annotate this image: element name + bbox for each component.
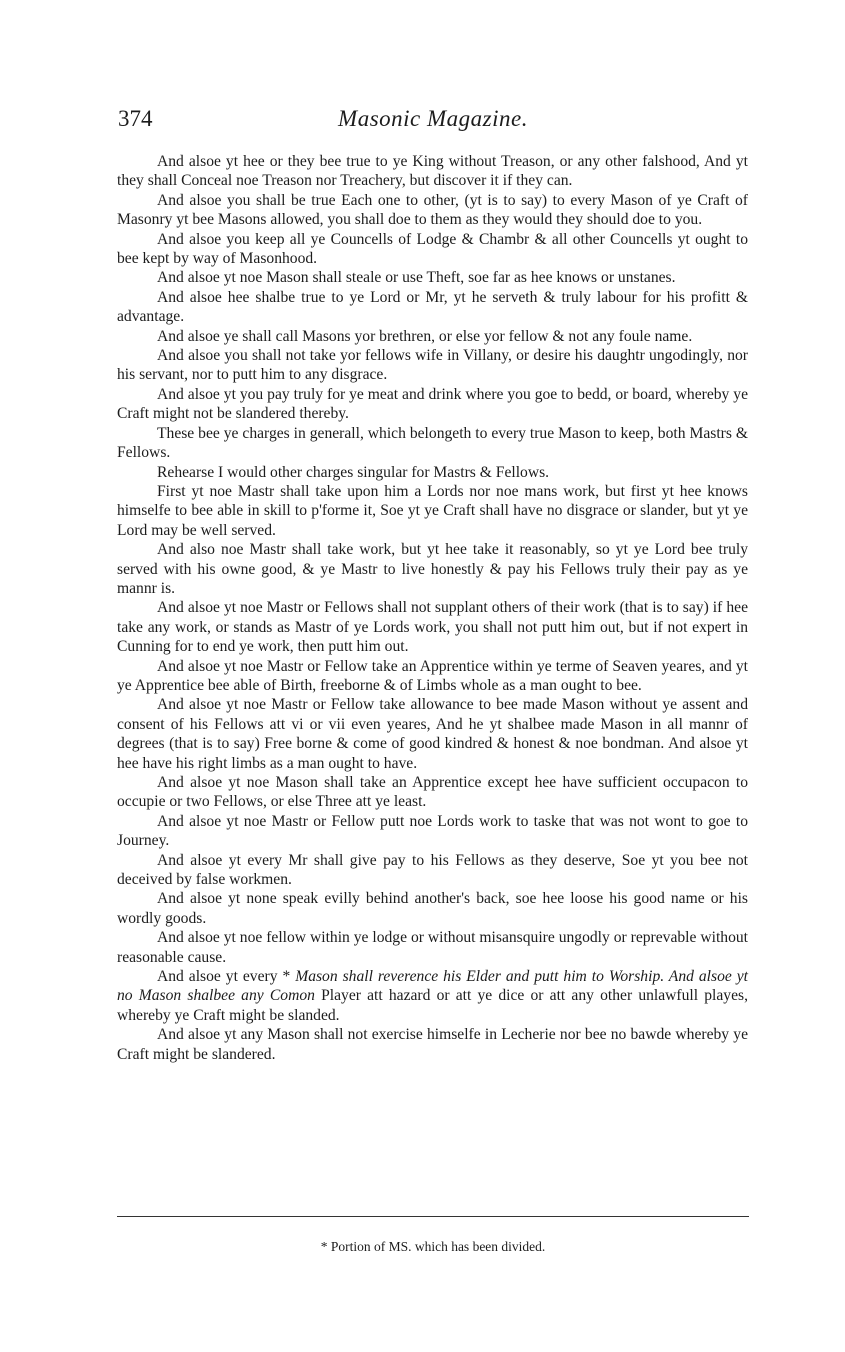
paragraph: And alsoe yt noe Mastr or Fellow putt noe Lords work to taske that was not wont to goe to Journey.: [117, 812, 748, 850]
body-text: [117, 152, 748, 1064]
footnote-marker: *: [282, 968, 291, 986]
footnote-divider: [117, 1216, 749, 1217]
paragraph: And alsoe yt every Mr shall give pay to his Fellows as they deserve, Soe yt you bee not deceived by false workmen.: [117, 851, 748, 889]
paragraph-rest: Player att hazard or att ye dice or att any other unlawfull playes, whereby ye Craft might be slanded.: [117, 987, 748, 1024]
paragraph: These bee ye charges in generall, which belongeth to every true Mason to keep, both Mastrs & Fellows.: [117, 424, 748, 462]
paragraph: And alsoe yt noe Mastr or Fellows shall not supplant others of their work (that is to say) if hee take any work, or stands as Mastr of ye Lords work, you shall not putt him out, but if not expert in Cunning for to end ye work, then putt him out.: [117, 599, 748, 656]
page-number: 374: [118, 106, 153, 131]
paragraph: And alsoe yt none speak evilly behind another's back, soe hee loose his good name or his wordly goods.: [117, 890, 748, 927]
paragraph: And alsoe yt noe Mason shall take an Apprentice except hee have sufficient occupacon to occupie or two Fellows, or else Three att ye least.: [117, 774, 748, 811]
paragraph: And alsoe yt hee or they bee true to ye King without Treason, or any other falshood, And yt they shall Conceal noe Treason nor Treachery, but discover it if they can.: [117, 153, 748, 190]
paragraph: And alsoe yt you pay truly for ye meat and drink where you goe to bedd, or board, whereby ye Craft might not be slandered thereby.: [117, 385, 748, 423]
paragraph: And alsoe yt noe Mastr or Fellow take allowance to bee made Mason without ye assent and consent of his Fellows att vi or vii even yeares, And he yt shalbee made Mason in all mannr of degrees (that is to say) Free borne & come of good kindred & honest & noe bondman. And alsoe yt hee have his right limbs as a man ought to have.: [117, 696, 748, 772]
paragraph: And alsoe yt noe Mason shall steale or use Theft, soe far as hee knows or unstanes.: [157, 269, 676, 287]
paragraph: And alsoe hee shalbe true to ye Lord or Mr, yt he serveth & truly labour for his profitt & advantage.: [117, 288, 748, 326]
paragraph: And alsoe yt noe Mastr or Fellow take an Apprentice within ye terme of Seaven yeares, and yt ye Apprentice bee able of Birth, freeborne & of Limbs whole as a man ought to bee.: [117, 657, 748, 694]
paragraph: First yt noe Mastr shall take upon him a Lords nor noe mans work, but first yt hee knows himselfe to bee able in skill to p'forme it, Soe yt ye Craft shall have no disgrace or slander, but yt ye Lord may be well served.: [117, 482, 748, 539]
page-header: [118, 102, 748, 136]
paragraph: Rehearse I would other charges singular for Mastrs & Fellows.: [157, 463, 550, 481]
paragraph: And alsoe yt noe fellow within ye lodge or without misansquire ungodly or reprevable without reasonable cause.: [117, 929, 748, 966]
running-title: Masonic Magazine.: [338, 106, 528, 131]
paragraph: And alsoe ye shall call Masons yor brethren, or else yor fellow & not any foule name.: [157, 327, 693, 345]
paragraph-lead: And alsoe yt every: [157, 968, 278, 986]
paragraph: And alsoe you keep all ye Councells of Lodge & Chambr & all other Councells yt ought to bee kept by way of Masonhood.: [117, 230, 748, 268]
paragraph-with-footnote: [117, 967, 748, 1025]
paragraph: And alsoe you shall be true Each one to other, (yt is to say) to every Mason of ye Craft of Masonry yt bee Masons allowed, you shall doe to them as they would they should doe to you.: [117, 191, 748, 229]
footnote: * Portion of MS. which has been divided.: [320, 1239, 546, 1254]
paragraph: And alsoe yt any Mason shall not exercise himselfe in Lecherie nor bee no bawde whereby ye Craft might be slandered.: [117, 1026, 748, 1063]
italic-passage: Mason shall reverence his Elder and putt him to Worship. And alsoe yt no Mason shalbee any Comon: [117, 968, 748, 1005]
paragraph: And alsoe you shall not take yor fellows wife in Villany, or desire his daughtr ungodingly, nor his servant, nor to putt him to any disgrace.: [117, 347, 748, 384]
paragraph: And also noe Mastr shall take work, but yt hee take it reasonably, so yt ye Lord bee truly served with his owne good, & ye Mastr to live honestly & pay his Fellows truly their pay as ye mannr is.: [117, 541, 748, 597]
